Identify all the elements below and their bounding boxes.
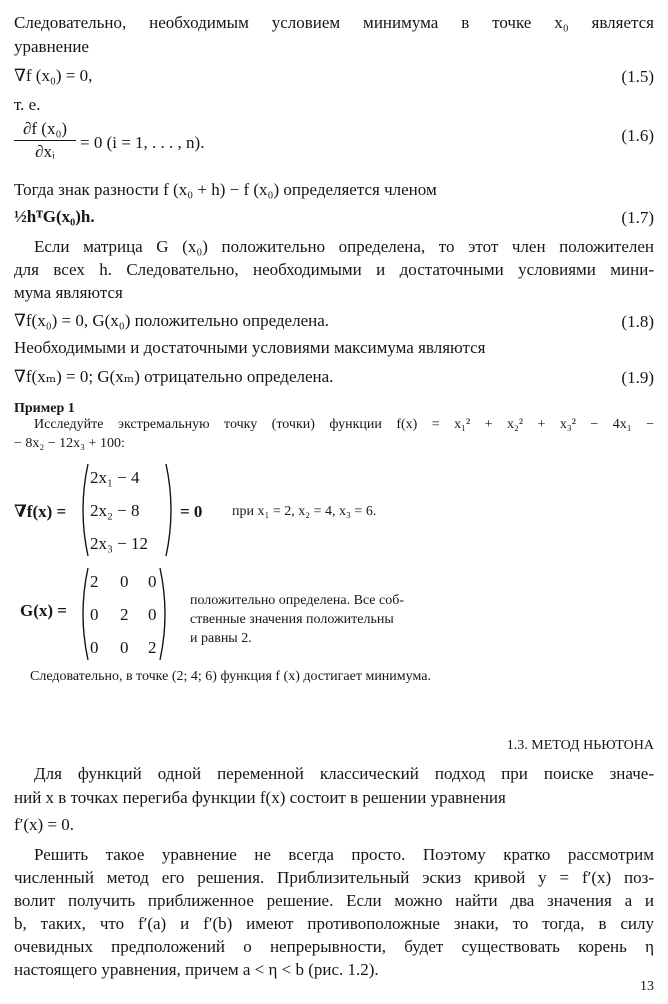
text-line: настоящего уравнения, причем a < η < b (рис. 1.2). [14,960,379,979]
equation-number: (1.5) [621,67,654,86]
equation-1-7: ½hᵀG(x₀)h. [14,207,95,226]
matrix-element: 2 [90,572,99,591]
text-line: очевидных предположений о непрерывности, будет существовать корень η [14,937,654,956]
text-line: уравнение [14,37,89,56]
gradient-lhs: ∇f(x) = [14,502,67,521]
text-line: Необходимыми и достаточными условиями максимума являются [14,338,486,357]
left-paren [76,462,90,558]
vector-element: 2x₃ − 12 [90,534,149,553]
hessian-matrix [76,566,172,662]
left-paren [76,566,90,662]
fraction-denominator: ∂xᵢ [35,142,55,161]
equation-1-5: ∇f (x₀) = 0, [14,66,93,85]
text-line: Если матрица G (x₀) положительно определена, то этот член положителен [34,237,654,256]
text-line: ний x в точках перегиба функции f(x) состоит в решении уравнения [14,788,506,807]
text-line: для всех h. Следовательно, необходимыми и достаточными условиями мини- [14,260,654,279]
equation-1-9: ∇f(xₘ) = 0; G(xₘ) отрицательно определена. [14,367,334,386]
text-line: b, таких, что f′(a) и f′(b) имеют противоположные знаки, то тогда, в силу [14,914,654,933]
page-number: 13 [640,979,654,994]
hessian-note: и равны 2. [190,631,252,646]
section-heading: 1.3. МЕТОД НЬЮТОНА [506,738,654,753]
text-line: численный метод его решения. Приблизительный эскиз кривой y = f′(x) поз- [14,868,654,887]
right-paren [158,566,172,662]
example-conclusion: Следовательно, в точке (2; 4; 6) функция f (x) достигает минимума. [30,669,431,684]
hessian-note: ственные значения положительны [190,612,394,627]
matrix-element: 2 [120,605,129,624]
equation-1-6-fraction [14,120,76,160]
matrix-element: 0 [90,605,99,624]
text-line: Для функций одной переменной классический подход при поиске значе- [34,764,654,783]
matrix-element: 0 [120,638,129,657]
equation-1-6: = 0 (i = 1, . . . , n). [80,133,205,152]
text-line: мума являются [14,283,123,302]
hessian-note: положительно определена. Все соб- [190,593,405,608]
gradient-rhs: = 0 [180,502,203,521]
vector-element: 2x₂ − 8 [90,501,140,520]
right-paren [164,462,178,558]
fraction-numerator: ∂f (x₀) [22,119,68,138]
text-line: т. е. [14,95,41,114]
equation-number: (1.6) [621,126,654,145]
gradient-vector [76,462,178,558]
text-line: Следовательно, необходимым условием минимума в точке x₀ является [14,13,654,32]
text-line: Решить такое уравнение не всегда просто. Поэтому кратко рассмотрим [34,845,654,864]
equation-number: (1.9) [621,368,654,387]
equation-number: (1.8) [621,312,654,331]
text-line: Тогда знак разности f (x₀ + h) − f (x₀) определяется членом [14,180,437,199]
equation-derivative: f′(x) = 0. [14,815,75,834]
hessian-lhs: G(x) = [20,601,67,620]
matrix-element: 0 [148,572,157,591]
vector-element: 2x₁ − 4 [90,468,140,487]
matrix-element: 2 [148,638,157,657]
text-line: − 8x₂ − 12x₃ + 100: [14,436,125,451]
equation-number: (1.7) [621,208,654,227]
text-line: Исследуйте экстремальную точку (точки) функции f(x) = x₁² + x₂² + x₃² − 4x₁ − [34,417,654,432]
text-line: волит получить приближенное решение. Если можно найти два значения a и [14,891,654,910]
matrix-element: 0 [90,638,99,657]
equation-1-8: ∇f(x₀) = 0, G(x₀) положительно определена. [14,311,330,330]
example-title: Пример 1 [14,401,75,416]
matrix-element: 0 [148,605,157,624]
gradient-condition: при x₁ = 2, x₂ = 4, x₃ = 6. [232,504,377,519]
matrix-element: 0 [120,572,129,591]
fraction-bar [14,140,76,141]
